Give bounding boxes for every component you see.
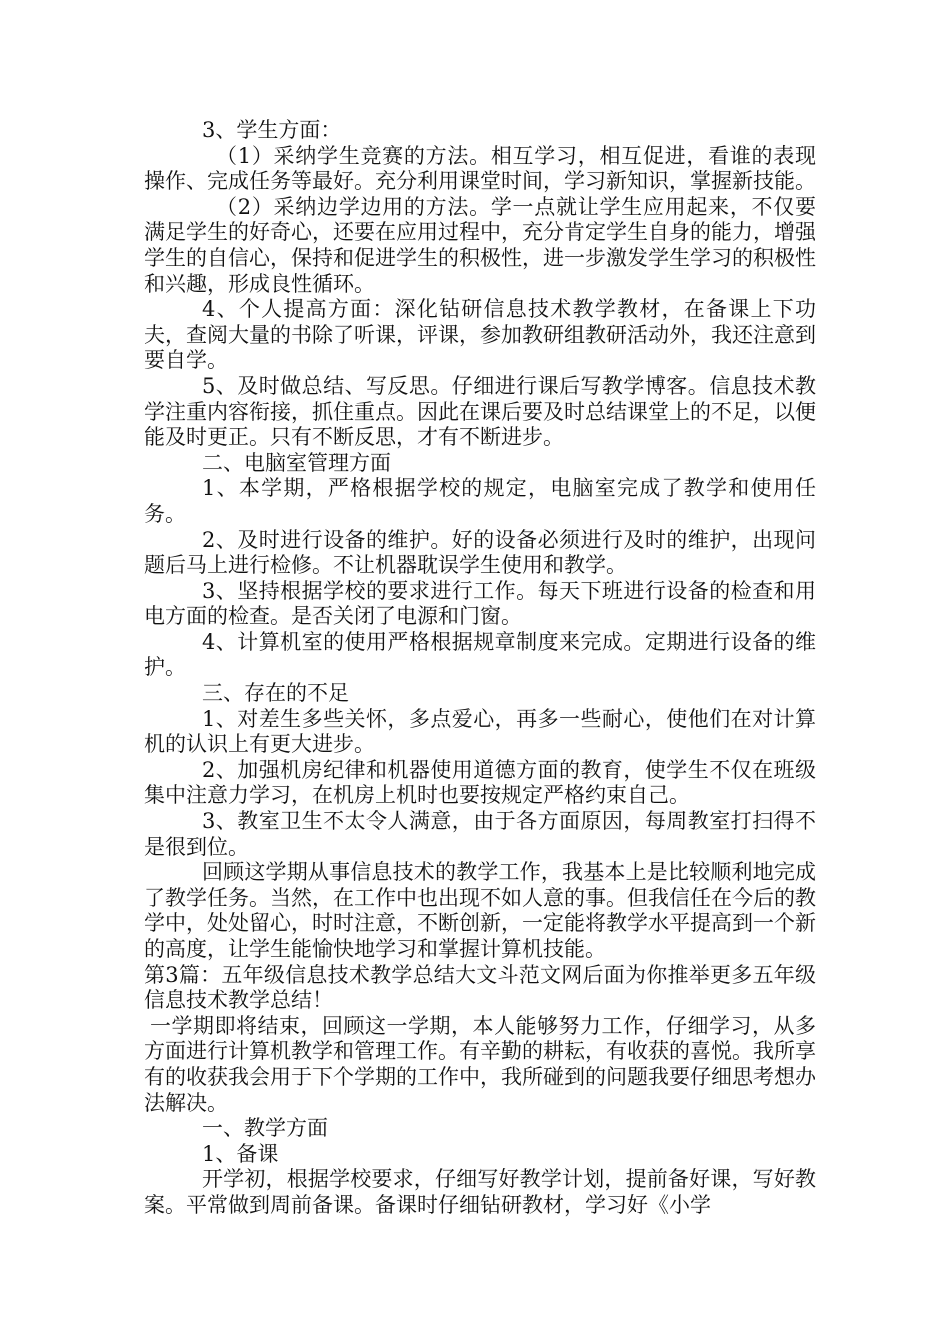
paragraph: 3、教室卫生不太令人满意，由于各方面原因，每周教室打扫得不是很到位。 [144,809,816,859]
paragraph: 5、及时做总结、写反思。仔细进行课后写教学博客。信息技术教学注重内容衔接，抓住重点。因此在课后要及时总结课堂上的不足，以便能及时更正。只有不断反思，才有不断进步。 [144,373,816,450]
paragraph: 2、加强机房纪律和机器使用道德方面的教育，使学生不仅在班级集中注意力学习，在机房上机时也要按规定严格约束自己。 [144,757,816,808]
paragraph: 3、坚持根据学校的要求进行工作。每天下班进行设备的检查和用电方面的检查。是否关闭了电源和门窗。 [144,578,816,629]
section-heading: 二、电脑室管理方面 [202,450,391,475]
paragraph: 1、对差生多些关怀，多点爱心，再多一些耐心，使他们在对计算机的认识上有更大进步。 [144,706,816,757]
paragraph: 2、及时进行设备的维护。好的设备必须进行及时的维护，出现问题后马上进行检修。不让机器耽误学生使用和教学。 [144,527,816,578]
paragraph: 4、计算机室的使用严格根据规章制度来完成。定期进行设备的维护。 [144,629,816,680]
paragraph: 回顾这学期从事信息技术的教学工作，我基本上是比较顺利地完成了教学任务。当然，在工作中也出现不如人意的事。但我信任在今后的教学中，处处留心，时时注意，不断创新，一定能将教学水平提高到一个新的高度，让学生能愉快地学习和掌握计算机技能。 [144,860,816,961]
subsection-heading: 1、备课 [202,1141,279,1166]
article-title: 第3篇：五年级信息技术教学总结大文斗范文网后面为你推举更多五年级信息技术教学总结！ [144,962,816,1013]
paragraph: 一学期即将结束，回顾这一学期，本人能够努力工作，仔细学习，从多方面进行计算机教学和管理工作。有辛勤的耕耘，有收获的喜悦。我所享有的收获我会用于下个学期的工作中，我所碰到的问题我要仔细思考想办法解决。 [144,1013,816,1115]
paragraph: 3、学生方面： [202,118,342,142]
paragraph: （1）采纳学生竞赛的方法。相互学习，相互促进，看谁的表现操作、完成任务等最好。充分利用课堂时间，学习新知识，掌握新技能。 [144,143,816,194]
paragraph: 4、个人提高方面：深化钻研信息技术教学教材，在备课上下功夫，查阅大量的书除了听课，评课，参加教研组教研活动外，我还注意到要自学。 [144,297,816,373]
paragraph: （2）采纳边学边用的方法。学一点就让学生应用起来，不仅要满足学生的好奇心，还要在应用过程中，充分肯定学生自身的能力，增强学生的自信心，保持和促进学生的积极性，进一步激发学生学习的积极性和兴趣，形成良性循环。 [144,194,816,296]
section-heading: 三、存在的不足 [202,681,349,706]
paragraph: 开学初，根据学校要求，仔细写好教学计划，提前备好课，写好教案。平常做到周前备课。备课时仔细钻研教材，学习好《小学 [144,1167,816,1217]
paragraph: 1、本学期，严格根据学校的规定，电脑室完成了教学和使用任务。 [144,476,816,526]
section-heading: 一、教学方面 [202,1116,328,1141]
document-body [144,118,816,1219]
